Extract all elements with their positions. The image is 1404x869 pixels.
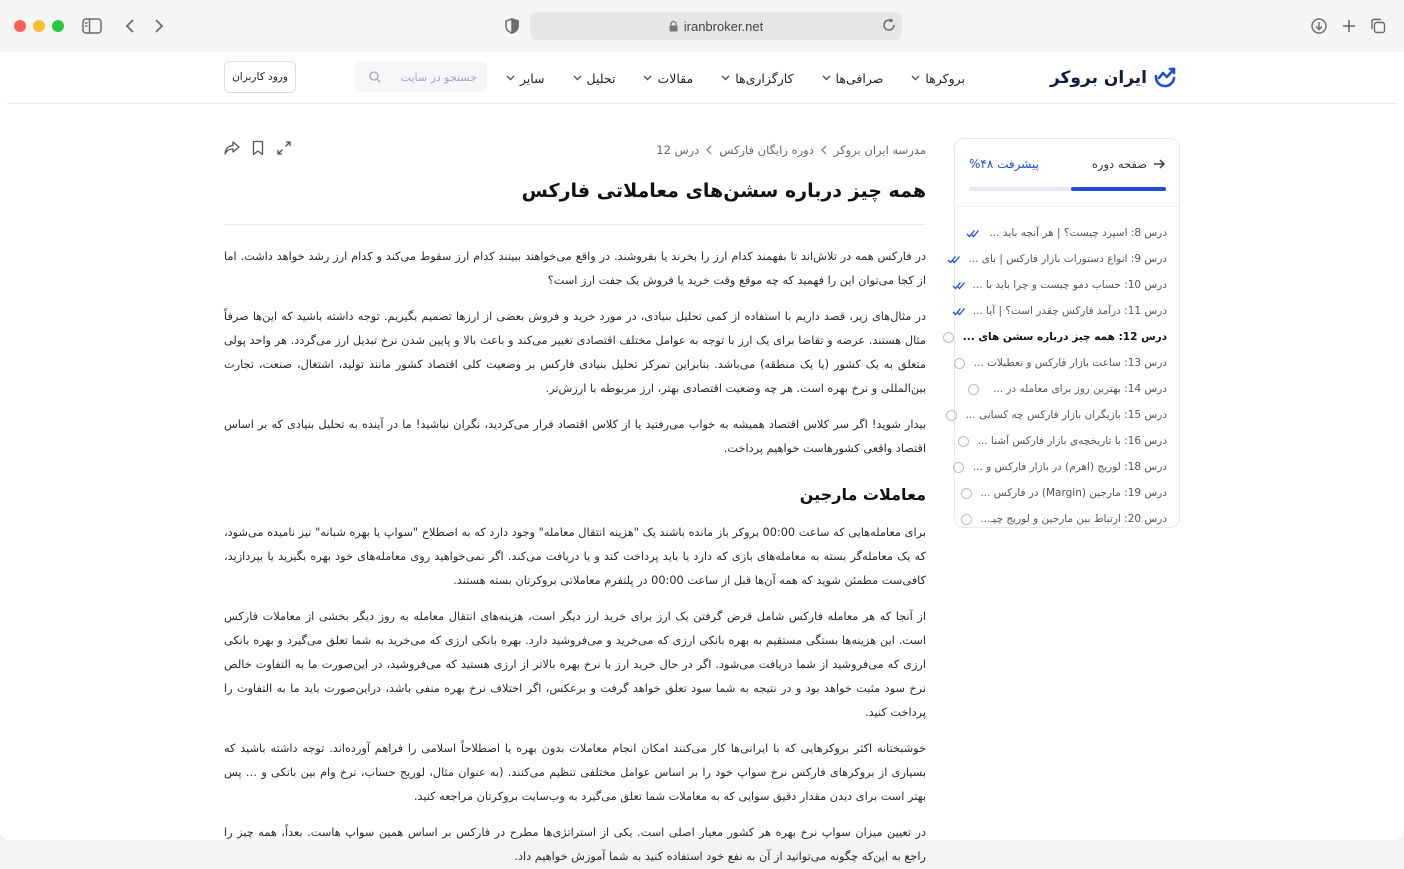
nav-item-exchanges[interactable] [808,52,898,104]
article-tools [224,140,292,156]
chevron-left-icon [706,145,712,155]
search-input[interactable] [387,71,477,84]
lesson-title: درس 16: با تاریخچه‌ی بازار فارکس آشنا ... [977,435,1167,447]
circle-icon [946,410,958,421]
search-icon[interactable] [369,71,381,83]
lesson-title: درس 13: ساعت بازار فارکس و تعطیلات ... [973,357,1167,369]
double-check-icon [948,255,960,264]
close-window-button[interactable] [14,20,26,32]
chevron-down-icon [506,75,515,81]
lesson-item[interactable] [955,506,1179,532]
search-box [354,62,487,92]
nav-label: صرافی‌ها [835,70,884,86]
lesson-item[interactable] [955,428,1179,454]
lesson-title: درس 14: بهترین روز برای معامله در ... [993,383,1167,395]
lesson-title: درس 15: بازیگران بازار فارکس چه کسانی ... [965,409,1167,421]
circle-icon [954,358,966,369]
lesson-item[interactable] [955,480,1179,506]
nav-item-agencies[interactable] [707,52,807,104]
breadcrumb-item-school[interactable]: مدرسه ایران بروکر [833,143,926,157]
lesson-title: درس 8: اسپرد چیست؟ | هر آنچه باید ... [989,227,1167,239]
section-heading: معاملات مارجین [799,485,926,504]
forward-icon[interactable] [147,14,171,38]
breadcrumb [224,138,926,162]
chevron-down-icon [911,75,920,81]
lesson-title: درس 20: ارتباط بین مارجین و لوریج چیـ... [980,513,1167,525]
circle-icon [960,488,972,499]
chevron-down-icon [822,75,831,81]
nav-label: کارگزاری‌ها [735,70,794,86]
nav-item-other[interactable] [492,52,559,104]
circle-icon [967,384,979,395]
double-check-icon [953,307,965,316]
new-tab-icon[interactable] [1337,14,1361,38]
lesson-item[interactable] [955,350,1179,376]
login-button[interactable]: ورود کاربران [224,61,296,93]
url-text: iranbroker.net [683,18,764,34]
logo-mark-icon [1153,64,1179,92]
course-progress-card [954,138,1180,528]
minimize-window-button[interactable] [33,20,45,32]
maximize-window-button[interactable] [52,20,64,32]
downloads-icon[interactable] [1307,14,1331,38]
course-card-header [955,139,1179,207]
sidebar-toggle-icon[interactable] [80,14,104,38]
breadcrumb-item-course[interactable]: دوره رایگان فارکس [719,143,814,157]
logo-text: ایران بروکر [1049,68,1147,88]
expand-icon[interactable] [276,140,292,156]
article-paragraph: برای معامله‌هایی که ساعت 00:00 بروکر باز مانده باشند یک "هزینه انتقال معامله" وجود دارد که به اصطلاح "سواپ یا بهره شبانه" نیز نامیده می‌شود، که یک معامله‌گر بسته به معامله‌های بازی که دارد یا باید پرداخت کند و یا دریافت می‌کند. اگر نمی‌خواهید روی معامله‌های خود بهره بگیرید یا بپردازید، کافی‌ست مطمئن شوید که همه آن‌ها قبل از ساعت 00:00 در پلتفرم معاملاتی بروکرتان بسته هستند. [224,526,926,587]
page-title: همه چیز درباره سشن‌های معاملاتی فارکس [521,180,926,202]
site-header [7,52,1397,104]
article-paragraph: در فارکس همه در تلاش‌اند تا بفهمند کدام ارز را بخرند یا بفروشند. در واقع می‌خواهند ببینند کدام ارز سقوط می‌کند و کدام ارز رشد خواهد داشت. اما از کجا می‌توان این را فهمید که چه موقع وقت خرید یا فروش یک جفت ارز است؟ [224,250,926,287]
progress-bar [969,187,1166,191]
double-check-icon [953,281,965,290]
browser-toolbar [0,0,1404,52]
article [224,138,926,869]
lesson-item[interactable] [955,272,1179,298]
lesson-item[interactable] [955,454,1179,480]
progress-label: پیشرفت ۴۸% [969,157,1039,171]
lesson-item[interactable] [955,246,1179,272]
nav-label: تحلیل [586,70,616,86]
course-page-label: صفحه دوره [1091,157,1147,171]
arrow-right-icon [1153,159,1165,169]
back-icon[interactable] [118,14,142,38]
share-icon[interactable] [224,140,240,156]
breadcrumb-item-lesson: درس 12 [656,143,700,157]
main-nav [492,52,979,104]
chevron-down-icon [643,75,652,81]
double-check-icon [967,229,979,238]
course-page-link[interactable] [1092,157,1165,171]
lesson-list [955,207,1179,532]
lesson-title: درس 11: درآمد فارکس چقدر است؟ | آیا ... [972,305,1167,317]
circle-icon [958,436,970,447]
chevron-left-icon [821,145,827,155]
circle-icon [943,332,955,343]
lesson-item[interactable] [955,376,1179,402]
nav-label: مقالات [657,70,694,86]
progress-bar-fill [1071,187,1166,191]
circle-icon [960,514,972,525]
article-paragraph: خوشبختانه اکثر بروکرهایی که با ایرانی‌ها کار می‌کنند امکان انجام معاملات بدون بهره یا اصطلاحاً اسلامی را فراهم آورده‌اند. توجه داشته باشید که بسیاری از بروکرهای فارکس نرخ سواپ خود را بر اساس عوامل مختلفی تنظیم می‌کنند. (به عنوان مثال، لوریج حساب، نرخ وام بین بانکی و … پس بهتر است برای دیدن مقدار دقیق سوایی که به معاملات شما تعلق می‌گیرد به وب‌سایت بروکرتان مراجعه کنید. [224,742,926,803]
tab-overview-icon[interactable] [1366,14,1390,38]
chevron-down-icon [721,75,730,81]
lesson-title: درس 10: حساب دمو چیست و چرا باید با ... [972,279,1167,291]
nav-item-analysis[interactable] [559,52,630,104]
lesson-title: درس 9: انواع دستورات بازار فارکس | بای ... [968,253,1167,265]
nav-label: بروکرها [925,70,965,86]
divider [224,224,926,225]
privacy-shield-icon[interactable] [500,14,524,38]
circle-icon [953,462,965,473]
lock-icon [669,21,678,32]
address-bar[interactable] [530,12,902,40]
reload-icon[interactable] [882,18,896,35]
nav-item-brokers[interactable] [897,52,979,104]
lesson-title: درس 19: مارجین (Margin) در فارکس ... [980,487,1167,499]
article-paragraph: در مثال‌های زیر، قصد داریم با استفاده از کمی تحلیل بنیادی، در مورد خرید و فروش بعضی از ارزها تصمیم بگیریم. توجه داشته باشید که این‌ها صرفاً مثال هستند. عرضه و تقاضا برای یک ارز با توجه به عوامل مختلف اقتصادی تغییر می‌کند و باعث بالا و پایین شدن نرخ تبدیل ارز می‌گردد. هر واحد پولی متعلق به یک کشور (یا یک منطقه) می‌باشد. بنابراین تمرکز تحلیل بنیادی فارکس بر وضعیت کلی اقتصاد کشور مانند تولید، اشتغال، صنعت، تجارت بین‌المللی و نرخ بهره است. هر چه وضعیت اقتصادی بهتر، ارز مربوطه با ارزش‌تر. [224,310,926,395]
lesson-item[interactable] [955,298,1179,324]
article-paragraph: بیدار شوید! اگر سر کلاس اقتصاد همیشه به خواب می‌رفتید یا از کلاس اقتصاد فرار می‌کردید، نگران نباشید! ما در آینده به تحلیل بنیادی که بر اساس اقتصاد واقعی کشورهاست خواهیم پرداخت. [224,418,926,455]
bookmark-icon[interactable] [250,140,266,156]
lesson-title: درس 18: لوریج (اهرم) در بازار فارکس و ... [972,461,1167,473]
nav-item-articles[interactable] [629,52,707,104]
site-logo[interactable] [1050,64,1179,92]
lesson-item[interactable] [955,324,1179,350]
lesson-item[interactable] [955,220,1179,246]
article-paragraph: در تعیین میزان سواپ نرخ بهره هر کشور معیار اصلی است. یکی از استراتژی‌ها مطرح در فارکس بر اساس همین سواپ هاست. بعداً، همه چیز را راجع به این‌که چگونه می‌توانید از آن به نفع خود استفاده کنید به شما آموزش خواهیم داد. [224,826,926,863]
chevron-down-icon [573,75,582,81]
article-paragraph: از آنجا که هر معامله فارکس شامل قرض گرفتن یک ارز برای خرید ارز دیگر است، هزینه‌های انتقال معامله به روز دیگر بخشی از معاملات فارکس است. این هزینه‌ها بستگی مستقیم به بهره بانکی ارزی که می‌خرید و می‌فروشید دارد. بهره بانکی ارزی که می‌خرید به شما تعلق می‌گیرد و بهره بانکی ارزی که می‌فروشید از شما دریافت می‌شود. اگر در حال خرید ارز با نرخ بهره بالاتر از ارزی هستید که می‌فروشید، در این‌صورت ما به التفاوت خالص نرخ سود مثبت خواهد بود و در نتیجه به شما سود تعلق خواهد گرفت و برعکس، اگر اختلاف نرخ بهره منفی باشد، دراین‌صورت باید ما به التفاوت را پرداخت کنید. [224,610,926,719]
lesson-item[interactable] [955,402,1179,428]
nav-label: سایر [519,70,545,86]
lesson-title: درس 12: همه چیز درباره سشن های ... [962,331,1167,343]
